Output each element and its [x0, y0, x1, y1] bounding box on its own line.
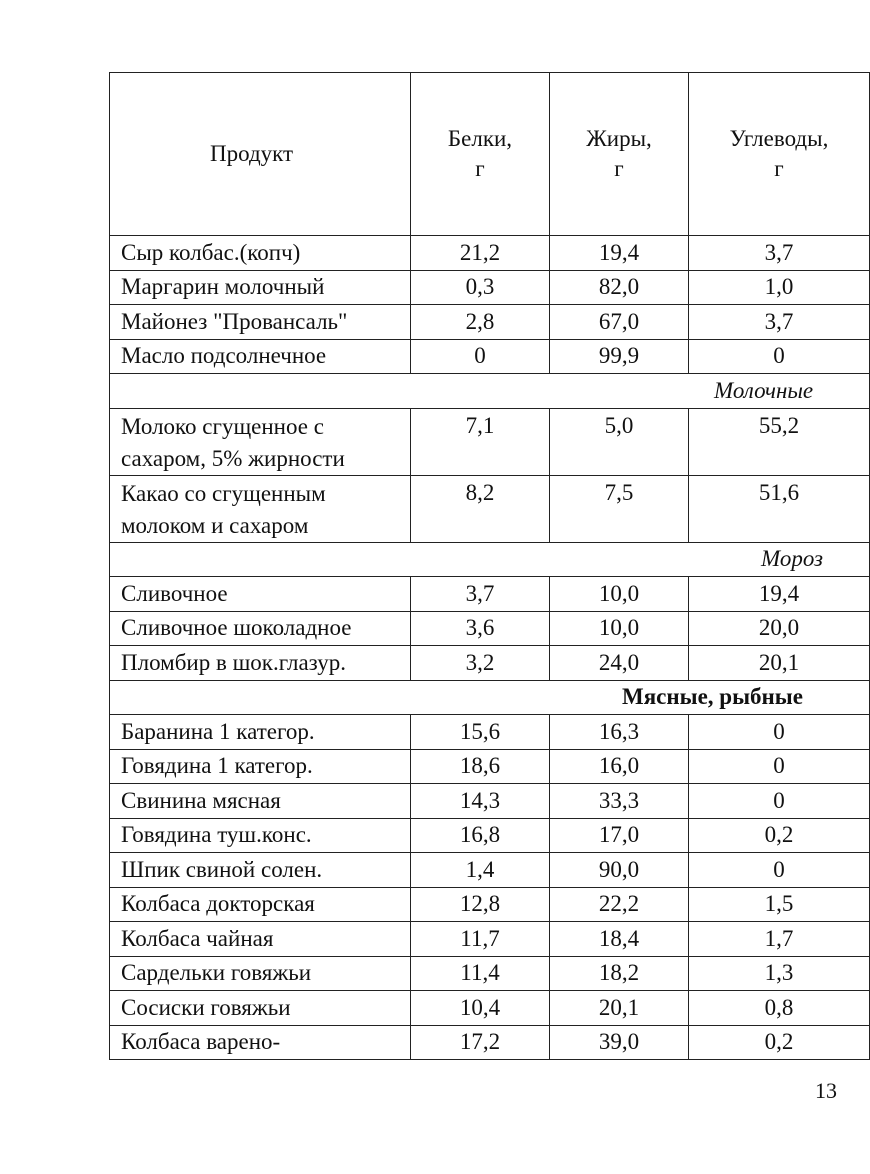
cell-carbs: 20,0 — [689, 611, 870, 646]
cell-carbs: 3,7 — [689, 305, 870, 340]
cell-fat: 18,4 — [550, 922, 689, 957]
cell-product: Колбаса варено- — [110, 1025, 411, 1060]
cell-protein: 21,2 — [411, 236, 550, 271]
cell-fat: 16,3 — [550, 715, 689, 750]
cell-carbs: 0 — [689, 784, 870, 819]
cell-protein: 16,8 — [411, 818, 550, 853]
cell-protein: 0 — [411, 339, 550, 374]
cell-carbs: 0,2 — [689, 818, 870, 853]
cell-carbs: 0 — [689, 715, 870, 750]
table-row — [110, 611, 870, 646]
cell-carbs: 0 — [689, 339, 870, 374]
table-row — [110, 749, 870, 784]
cell-carbs: 19,4 — [689, 577, 870, 612]
cell-carbs: 20,1 — [689, 646, 870, 681]
cell-product: Сардельки говяжьи — [110, 956, 411, 991]
cell-fat: 99,9 — [550, 339, 689, 374]
header-line: Жиры, — [586, 126, 652, 151]
cell-protein: 3,2 — [411, 646, 550, 681]
cell-fat: 19,4 — [550, 236, 689, 271]
cell-fat: 39,0 — [550, 1025, 689, 1060]
table-row — [110, 408, 870, 475]
cell-product: Колбаса чайная — [110, 922, 411, 957]
header-line: г — [475, 156, 485, 181]
cell-product: Сосиски говяжьи — [110, 991, 411, 1026]
table-row — [110, 887, 870, 922]
section-row — [110, 374, 870, 409]
cell-carbs: 51,6 — [689, 475, 870, 542]
cell-fat: 5,0 — [550, 408, 689, 475]
cell-product: Говядина 1 категор. — [110, 749, 411, 784]
cell-fat: 33,3 — [550, 784, 689, 819]
cell-carbs: 0 — [689, 749, 870, 784]
cell-fat: 7,5 — [550, 475, 689, 542]
header-product — [110, 73, 411, 236]
table-row — [110, 577, 870, 612]
section-title — [110, 680, 870, 715]
cell-protein: 0,3 — [411, 270, 550, 305]
section-title — [110, 374, 870, 409]
cell-product: Говядина туш.конс. — [110, 818, 411, 853]
header-line: г — [614, 156, 624, 181]
table-row — [110, 818, 870, 853]
header-protein — [411, 73, 550, 236]
cell-protein: 7,1 — [411, 408, 550, 475]
page-number: 13 — [815, 1078, 837, 1103]
table-row — [110, 922, 870, 957]
header-line: Белки, — [447, 126, 513, 151]
table-row — [110, 956, 870, 991]
table-row — [110, 339, 870, 374]
cell-product: Пломбир в шок.глазур. — [110, 646, 411, 681]
header-line: Углеводы, — [729, 126, 829, 151]
cell-fat: 20,1 — [550, 991, 689, 1026]
table-row — [110, 475, 870, 542]
cell-carbs: 0,2 — [689, 1025, 870, 1060]
cell-fat: 10,0 — [550, 577, 689, 612]
table-row — [110, 991, 870, 1026]
cell-carbs: 1,3 — [689, 956, 870, 991]
cell-protein: 3,7 — [411, 577, 550, 612]
cell-product: Масло подсолнечное — [110, 339, 411, 374]
cell-protein: 18,6 — [411, 749, 550, 784]
cell-fat: 22,2 — [550, 887, 689, 922]
cell-carbs: 0 — [689, 853, 870, 888]
cell-protein: 17,2 — [411, 1025, 550, 1060]
cell-product: Какао со сгущенным молоком и сахаром — [110, 475, 411, 542]
cell-product: Молоко сгущенное с сахаром, 5% жирности — [110, 408, 411, 475]
cell-fat: 17,0 — [550, 818, 689, 853]
cell-product: Шпик свиной солен. — [110, 853, 411, 888]
section-label: Молочные — [714, 377, 814, 403]
cell-protein: 14,3 — [411, 784, 550, 819]
cell-fat: 18,2 — [550, 956, 689, 991]
table-row — [110, 236, 870, 271]
cell-product: Майонез "Провансаль" — [110, 305, 411, 340]
cell-protein: 15,6 — [411, 715, 550, 750]
cell-protein: 2,8 — [411, 305, 550, 340]
cell-product: Колбаса докторская — [110, 887, 411, 922]
cell-product: Свинина мясная — [110, 784, 411, 819]
cell-fat: 90,0 — [550, 853, 689, 888]
header-fat — [550, 73, 689, 236]
cell-fat: 82,0 — [550, 270, 689, 305]
header-line: Продукт — [210, 141, 294, 166]
header-line: г — [774, 156, 784, 181]
table-body — [110, 236, 870, 1060]
cell-fat: 16,0 — [550, 749, 689, 784]
table-row — [110, 1025, 870, 1060]
cell-product: Сливочное — [110, 577, 411, 612]
cell-product: Маргарин молочный — [110, 270, 411, 305]
table-row — [110, 853, 870, 888]
cell-product: Баранина 1 категор. — [110, 715, 411, 750]
cell-carbs: 3,7 — [689, 236, 870, 271]
table-row — [110, 715, 870, 750]
cell-carbs: 55,2 — [689, 408, 870, 475]
header-carbs — [689, 73, 870, 236]
cell-product: Сыр колбас.(копч) — [110, 236, 411, 271]
cell-protein: 8,2 — [411, 475, 550, 542]
cell-carbs: 1,5 — [689, 887, 870, 922]
table-row — [110, 270, 870, 305]
table-row — [110, 305, 870, 340]
cell-carbs: 1,7 — [689, 922, 870, 957]
cell-fat: 24,0 — [550, 646, 689, 681]
section-label: Мороз — [761, 546, 824, 572]
cell-fat: 10,0 — [550, 611, 689, 646]
cell-protein: 12,8 — [411, 887, 550, 922]
cell-protein: 11,4 — [411, 956, 550, 991]
table-header-row — [110, 73, 870, 236]
cell-protein: 11,7 — [411, 922, 550, 957]
table-row — [110, 784, 870, 819]
section-label: Мясные, рыбные — [622, 684, 803, 710]
cell-protein: 3,6 — [411, 611, 550, 646]
cell-product: Сливочное шоколадное — [110, 611, 411, 646]
section-row — [110, 680, 870, 715]
section-title — [110, 542, 870, 577]
section-row — [110, 542, 870, 577]
cell-fat: 67,0 — [550, 305, 689, 340]
table-row — [110, 646, 870, 681]
cell-protein: 1,4 — [411, 853, 550, 888]
cell-protein: 10,4 — [411, 991, 550, 1026]
cell-carbs: 0,8 — [689, 991, 870, 1026]
cell-carbs: 1,0 — [689, 270, 870, 305]
nutrition-table — [109, 72, 870, 1060]
